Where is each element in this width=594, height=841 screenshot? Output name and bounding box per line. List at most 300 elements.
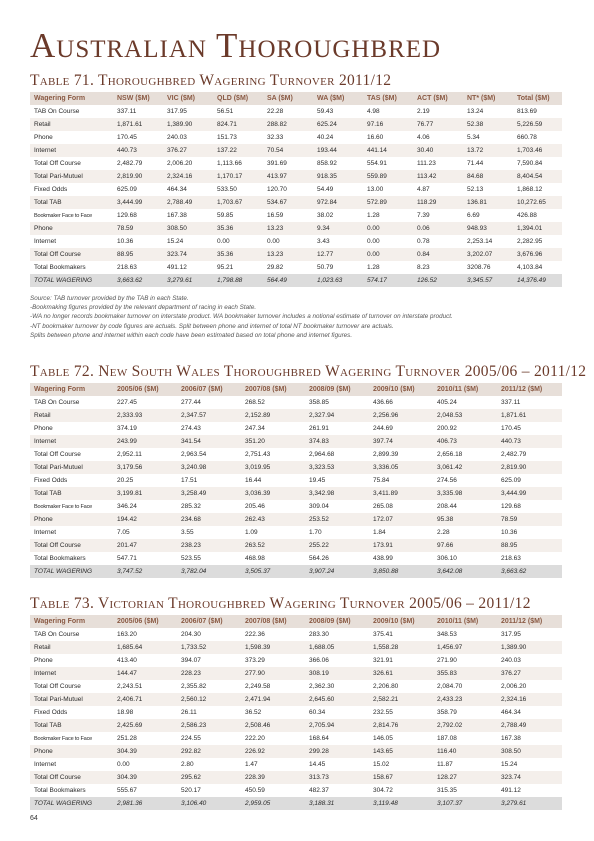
row-label: Total Off Course — [30, 539, 113, 552]
column-header: 2008/09 ($M) — [305, 383, 369, 396]
table-cell: 373.29 — [245, 657, 265, 664]
table-cell: 128.27 — [433, 771, 497, 784]
table-cell: 824.71 — [213, 118, 263, 131]
table-cell: 262.43 — [241, 513, 305, 526]
table-cell: 222.20 — [245, 735, 265, 742]
row-label: Retail — [30, 641, 113, 654]
table-cell: 1.28 — [367, 264, 380, 271]
table-cell: 8.23 — [417, 264, 430, 271]
table-cell: 2,751.43 — [245, 451, 271, 458]
table-cell: 2,482.79 — [117, 160, 143, 167]
table-cell: 625.09 — [117, 186, 137, 193]
table-cell: 3,342.98 — [305, 487, 369, 500]
column-header: 2007/08 ($M) — [241, 615, 305, 628]
table-cell: 1,558.28 — [369, 641, 433, 654]
table-cell: 2,324.16 — [497, 693, 562, 706]
column-header: 2011/12 ($M) — [497, 615, 562, 628]
table-cell: 5,226.59 — [513, 118, 562, 131]
table-cell: 261.91 — [309, 425, 329, 432]
table-cell: 2.19 — [417, 108, 430, 115]
table-cell: 2,508.46 — [241, 719, 305, 732]
table-row — [30, 209, 562, 222]
table-cell: 555.67 — [117, 787, 137, 794]
table-cell: 240.03 — [167, 134, 187, 141]
table-cell: 346.24 — [117, 503, 137, 510]
table-cell: 1,703.46 — [513, 144, 562, 157]
row-label: Phone — [34, 425, 53, 432]
column-header: SA ($M) — [263, 92, 313, 105]
table-cell: 238.23 — [177, 539, 241, 552]
row-label: TAB On Course — [34, 631, 80, 638]
table-cell: 126.52 — [413, 274, 463, 287]
table-note: Source: TAB turnover provided by the TAB in each State. — [30, 295, 189, 302]
table-row — [30, 526, 562, 539]
table-cell: 113.42 — [413, 170, 463, 183]
table-cell: 1,023.63 — [313, 274, 363, 287]
table-cell: 97.66 — [433, 539, 497, 552]
table-cell: 14.45 — [309, 761, 326, 768]
table-notes — [30, 294, 562, 340]
column-header-wagering-form: Wagering Form — [30, 383, 113, 396]
table-cell: 263.52 — [241, 539, 305, 552]
table-cell: 59.85 — [217, 212, 234, 219]
table-row — [30, 732, 562, 745]
table-cell: 2.80 — [181, 761, 194, 768]
row-label: Fixed Odds — [34, 709, 68, 716]
row-label: Total Pari-Mutuel — [30, 693, 113, 706]
table-row — [30, 131, 562, 144]
table-cell: 224.55 — [181, 735, 201, 742]
page-number: 64 — [30, 815, 38, 822]
table-cell: 2,560.12 — [177, 693, 241, 706]
table-cell: 3,444.99 — [497, 487, 562, 500]
row-label: Retail — [30, 118, 113, 131]
table-cell: 2,586.23 — [177, 719, 241, 732]
table-cell: 10.36 — [117, 238, 134, 245]
table-cell: 1.28 — [367, 212, 380, 219]
table-header-row — [30, 92, 562, 105]
table-title: Table 71. Thoroughbred Wagering Turnover 2011/12 — [30, 72, 392, 89]
table-cell: 1,389.90 — [497, 641, 562, 654]
table-cell: 413.97 — [263, 170, 313, 183]
table-row — [30, 118, 562, 131]
table-cell: 436.66 — [373, 399, 393, 406]
table-cell: 3,336.05 — [369, 461, 433, 474]
table-cell: 625.24 — [313, 118, 363, 131]
table-cell: 151.73 — [217, 134, 237, 141]
table-cell: 15.02 — [373, 761, 390, 768]
table-cell: 18.98 — [117, 709, 134, 716]
column-header: 2006/07 ($M) — [177, 383, 241, 396]
table-cell: 4,103.84 — [517, 264, 543, 271]
table-cell: 158.67 — [369, 771, 433, 784]
column-header: 2006/07 ($M) — [177, 615, 241, 628]
table-cell: 3,202.07 — [463, 248, 513, 261]
table-cell: 2,355.82 — [181, 683, 207, 690]
table-cell: 36.52 — [245, 709, 262, 716]
table-cell: 35.36 — [213, 248, 263, 261]
table-note: -Bookmaking figures provided by the relevant department of racing in each State. — [30, 304, 257, 312]
table-cell: 3,179.56 — [113, 461, 177, 474]
table-cell: 78.59 — [497, 513, 562, 526]
table-cell: 129.68 — [117, 212, 137, 219]
table-cell: 15.24 — [501, 761, 518, 768]
table-header-row — [30, 615, 562, 628]
table-cell: 88.95 — [497, 539, 562, 552]
table-cell: 71.44 — [467, 160, 484, 167]
table-cell: 355.83 — [433, 667, 497, 680]
table-row — [30, 144, 562, 157]
row-label: Bookmaker Face to Face — [34, 735, 93, 742]
table-cell: 173.91 — [369, 539, 433, 552]
table-cell: 30.40 — [413, 144, 463, 157]
table-cell: 265.08 — [373, 503, 393, 510]
column-header: 2009/10 ($M) — [369, 615, 433, 628]
table-cell: 438.99 — [373, 555, 393, 562]
table-cell: 313.73 — [305, 771, 369, 784]
table-row — [30, 435, 562, 448]
table-row — [30, 461, 562, 474]
table-cell: 253.52 — [305, 513, 369, 526]
table-cell: 317.95 — [167, 108, 187, 115]
table-row — [30, 487, 562, 500]
table-cell: 413.40 — [117, 657, 137, 664]
table-cell: 2,814.76 — [369, 719, 433, 732]
table-cell: 3,335.98 — [433, 487, 497, 500]
table-cell: 554.91 — [367, 160, 387, 167]
table-cell: 2,433.23 — [433, 693, 497, 706]
table-cell: 348.53 — [437, 631, 457, 638]
table-cell: 2,256.96 — [369, 409, 433, 422]
table-cell: 1,170.17 — [213, 170, 263, 183]
table-cell: 1,394.01 — [513, 222, 562, 235]
table-cell: 14,376.49 — [513, 274, 562, 287]
table-cell: 244.69 — [373, 425, 393, 432]
table-cell: 227.45 — [117, 399, 137, 406]
table-cell: 2,425.69 — [113, 719, 177, 732]
column-header: ACT ($M) — [413, 92, 463, 105]
row-label: Internet — [34, 529, 57, 536]
table-cell: 2,333.93 — [113, 409, 177, 422]
table-cell: 391.69 — [267, 160, 287, 167]
row-label: Phone — [34, 134, 53, 141]
table-cell: 168.64 — [309, 735, 329, 742]
column-header: 2005/06 ($M) — [113, 383, 177, 396]
table-cell: 56.51 — [217, 108, 234, 115]
table-row — [30, 693, 562, 706]
table-row — [30, 222, 562, 235]
row-label: Total Off Course — [34, 683, 81, 690]
table-cell: 2,249.58 — [245, 683, 271, 690]
table-cell: 482.37 — [309, 787, 329, 794]
table-row — [30, 448, 562, 461]
row-label: Bookmaker Face to Face — [34, 503, 93, 510]
table-row — [30, 261, 562, 274]
table-cell: 1,113.66 — [217, 160, 242, 167]
table-cell: 12.77 — [313, 248, 363, 261]
table-cell: 4.06 — [417, 134, 430, 141]
table-cell: 76.77 — [413, 118, 463, 131]
row-label: TOTAL WAGERING — [30, 797, 113, 810]
table-cell: 144.47 — [113, 667, 177, 680]
table-cell: 205.46 — [245, 503, 265, 510]
table-cell: 2,959.05 — [241, 797, 305, 810]
table-cell: 2,243.51 — [117, 683, 143, 690]
table-cell: 1.09 — [245, 529, 258, 536]
table-row — [30, 706, 562, 719]
column-header: 2011/12 ($M) — [497, 383, 562, 396]
table-cell: 441.14 — [363, 144, 413, 157]
table-cell: 3,199.81 — [113, 487, 177, 500]
table-cell: 1.70 — [309, 529, 322, 536]
table-cell: 0.84 — [413, 248, 463, 261]
table-cell: 308.19 — [305, 667, 369, 680]
table-cell: 4.87 — [417, 186, 430, 193]
column-header: 2010/11 ($M) — [433, 615, 497, 628]
row-label: Internet — [34, 238, 57, 245]
column-header: NSW ($M) — [113, 92, 163, 105]
table-cell: 247.34 — [245, 425, 265, 432]
table-cell: 38.02 — [317, 212, 334, 219]
row-label: TAB On Course — [34, 399, 80, 406]
table-cell: 16.59 — [267, 212, 284, 219]
table-cell: 2,952.11 — [117, 451, 142, 458]
table-cell: 308.50 — [497, 745, 562, 758]
table-cell: 7.05 — [117, 529, 130, 536]
table-cell: 7.39 — [417, 212, 430, 219]
table-row — [30, 719, 562, 732]
table-71-section — [30, 72, 562, 340]
table-cell: 315.35 — [437, 787, 457, 794]
row-label: Total Bookmakers — [34, 555, 86, 562]
table-row — [30, 654, 562, 667]
table-cell: 1,456.97 — [433, 641, 497, 654]
row-label: Total Off Course — [34, 451, 81, 458]
row-label: Fixed Odds — [34, 477, 68, 484]
table-cell: 2,152.89 — [241, 409, 305, 422]
table-cell: 574.17 — [363, 274, 413, 287]
table-cell: 22.28 — [267, 108, 284, 115]
table-cell: 523.55 — [181, 555, 201, 562]
row-label: Phone — [30, 745, 113, 758]
column-header: 2008/09 ($M) — [305, 615, 369, 628]
table-cell: 625.09 — [501, 477, 521, 484]
table-cell: 78.59 — [113, 222, 163, 235]
column-header-wagering-form: Wagering Form — [30, 615, 113, 628]
total-wagering-row — [30, 274, 562, 287]
table-cell: 2,788.49 — [163, 196, 213, 209]
table-cell: 9.34 — [313, 222, 363, 235]
table-cell: 13.72 — [463, 144, 513, 157]
table-cell: 2,006.20 — [501, 683, 527, 690]
row-label: TOTAL WAGERING — [30, 565, 113, 578]
table-cell: 2,253.14 — [467, 238, 493, 245]
table-cell: 10.36 — [501, 529, 518, 536]
table-cell: 341.54 — [177, 435, 241, 448]
table-cell: 2,981.36 — [113, 797, 177, 810]
table-cell: 200.92 — [437, 425, 457, 432]
table-cell: 129.68 — [501, 503, 521, 510]
table-cell: 1,685.64 — [113, 641, 177, 654]
table-row — [30, 513, 562, 526]
table-cell: 3,663.62 — [113, 274, 163, 287]
column-header: 2010/11 ($M) — [433, 383, 497, 396]
table-cell: 97.16 — [363, 118, 413, 131]
table-cell: 2.28 — [437, 529, 450, 536]
table-cell: 358.79 — [437, 709, 457, 716]
table-cell: 397.74 — [369, 435, 433, 448]
table-cell: 3,907.24 — [305, 565, 369, 578]
table-cell: 376.27 — [497, 667, 562, 680]
table-cell: 337.11 — [501, 399, 521, 406]
table-cell: 547.71 — [117, 555, 137, 562]
table-cell: 304.39 — [113, 745, 177, 758]
table-cell: 3,107.37 — [433, 797, 497, 810]
table-cell: 2,327.94 — [305, 409, 369, 422]
table-row — [30, 474, 562, 487]
table-71 — [30, 92, 562, 287]
table-cell: 2,788.49 — [497, 719, 562, 732]
row-label: Phone — [30, 513, 113, 526]
table-cell: 228.39 — [241, 771, 305, 784]
row-label: Total TAB — [30, 196, 113, 209]
table-cell: 3,411.89 — [369, 487, 433, 500]
row-label: Total TAB — [30, 487, 113, 500]
table-cell: 218.63 — [501, 555, 521, 562]
table-cell: 54.49 — [317, 186, 334, 193]
row-label: Internet — [30, 667, 113, 680]
table-cell: 321.91 — [373, 657, 393, 664]
table-cell: 16.60 — [367, 134, 384, 141]
table-cell: 0.78 — [417, 238, 430, 245]
table-cell: 564.49 — [263, 274, 313, 287]
table-cell: 3,279.61 — [163, 274, 213, 287]
table-cell: 167.38 — [501, 735, 521, 742]
table-cell: 3,019.95 — [241, 461, 305, 474]
column-header: VIC ($M) — [163, 92, 213, 105]
table-cell: 20.25 — [117, 477, 134, 484]
table-cell: 4.98 — [367, 108, 380, 115]
table-cell: 88.95 — [113, 248, 163, 261]
table-cell: 5.34 — [467, 134, 480, 141]
table-cell: 2,964.68 — [309, 451, 335, 458]
table-cell: 1,703.67 — [213, 196, 263, 209]
table-cell: 60.34 — [309, 709, 326, 716]
column-header: TAS ($M) — [363, 92, 413, 105]
column-header: 2009/10 ($M) — [369, 383, 433, 396]
column-header: 2005/06 ($M) — [113, 615, 177, 628]
table-cell: 440.73 — [113, 144, 163, 157]
row-label: Total Off Course — [34, 160, 81, 167]
table-cell: 6.69 — [467, 212, 480, 219]
table-cell: 304.39 — [113, 771, 177, 784]
table-cell: 317.95 — [501, 631, 521, 638]
table-row — [30, 552, 562, 565]
table-cell: 137.22 — [213, 144, 263, 157]
row-label: Total Off Course — [30, 771, 113, 784]
table-cell: 172.07 — [369, 513, 433, 526]
row-label: Internet — [34, 761, 57, 768]
table-cell: 283.30 — [309, 631, 329, 638]
table-cell: 13.24 — [467, 108, 484, 115]
table-row — [30, 641, 562, 654]
table-row — [30, 396, 562, 409]
total-wagering-row — [30, 565, 562, 578]
table-cell: 3,240.98 — [177, 461, 241, 474]
row-label: Total Bookmakers — [34, 787, 86, 794]
table-cell: 972.84 — [313, 196, 363, 209]
table-row — [30, 680, 562, 693]
row-label: Internet — [30, 144, 113, 157]
table-cell: 323.74 — [163, 248, 213, 261]
table-73-section — [30, 595, 562, 810]
table-cell: 84.68 — [463, 170, 513, 183]
table-cell: 559.89 — [363, 170, 413, 183]
table-cell: 222.36 — [245, 631, 265, 638]
table-cell: 309.04 — [309, 503, 329, 510]
table-cell: 366.06 — [309, 657, 329, 664]
table-cell: 2,048.53 — [433, 409, 497, 422]
table-cell: 0.00 — [363, 222, 413, 235]
column-header: Total ($M) — [513, 92, 562, 105]
row-label: Retail — [30, 409, 113, 422]
row-label: Total TAB — [30, 719, 113, 732]
table-cell: 406.73 — [433, 435, 497, 448]
table-row — [30, 248, 562, 261]
table-cell: 308.50 — [163, 222, 213, 235]
table-cell: 3,323.53 — [305, 461, 369, 474]
table-cell: 8,404.54 — [513, 170, 562, 183]
table-row — [30, 422, 562, 435]
table-row — [30, 539, 562, 552]
table-cell: 491.12 — [501, 787, 521, 794]
table-cell: 277.44 — [181, 399, 201, 406]
table-cell: 204.30 — [181, 631, 201, 638]
table-title: Table 72. New South Wales Thoroughbred Wagering Turnover 2005/06 – 2011/12 — [30, 363, 587, 380]
table-cell: 2,206.80 — [373, 683, 399, 690]
table-row — [30, 235, 562, 248]
table-73 — [30, 615, 562, 810]
row-label: Total Pari-Mutuel — [30, 461, 113, 474]
table-row — [30, 500, 562, 513]
table-cell: 440.73 — [497, 435, 562, 448]
table-cell: 3,676.96 — [513, 248, 562, 261]
table-cell: 2,582.21 — [369, 693, 433, 706]
table-cell: 70.54 — [263, 144, 313, 157]
table-cell: 17.51 — [181, 477, 198, 484]
table-cell: 1,871.61 — [113, 118, 163, 131]
table-cell: 0.00 — [367, 238, 380, 245]
table-cell: 274.56 — [437, 477, 457, 484]
table-cell: 376.27 — [163, 144, 213, 157]
table-cell: 2,471.94 — [241, 693, 305, 706]
row-label: Bookmaker Face to Face — [34, 212, 93, 219]
table-note: -NT bookmaker turnover by code figures are actuals. Split between phone and internet of total NT bookmaker turnover are actuals. — [30, 322, 394, 330]
table-cell: 0.06 — [413, 222, 463, 235]
table-cell: 564.26 — [309, 555, 329, 562]
table-cell: 288.82 — [263, 118, 313, 131]
table-cell: 813.69 — [517, 108, 537, 115]
row-label: Phone — [34, 657, 53, 664]
table-cell: 2,362.30 — [309, 683, 335, 690]
table-cell: 50.79 — [317, 264, 334, 271]
table-cell: 187.08 — [437, 735, 457, 742]
row-label: TAB On Course — [34, 108, 80, 115]
table-cell: 118.29 — [413, 196, 463, 209]
table-cell: 10,272.65 — [513, 196, 562, 209]
table-cell: 375.41 — [373, 631, 393, 638]
table-cell: 533.50 — [217, 186, 237, 193]
